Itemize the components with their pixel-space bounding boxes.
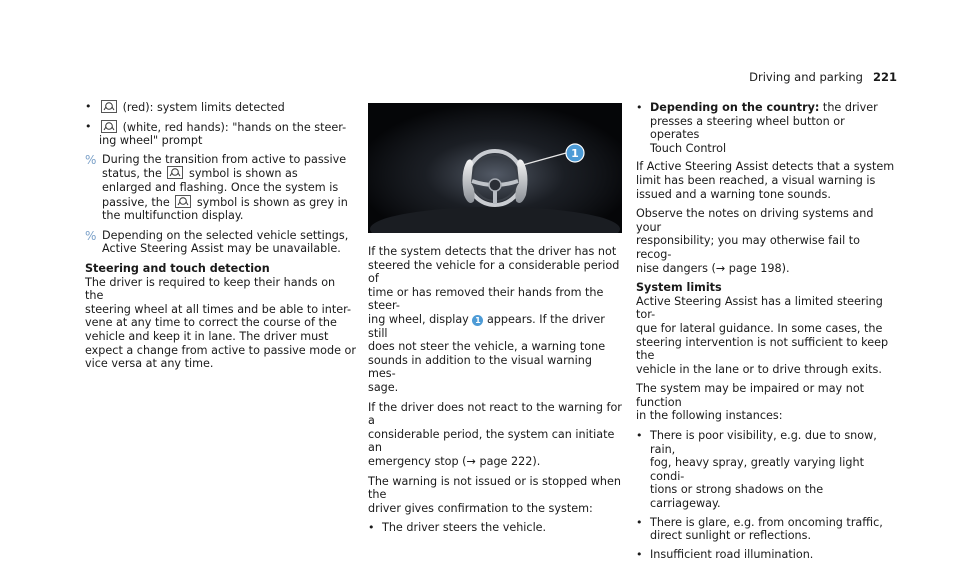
list-item-bold: Depending on the country: xyxy=(650,101,820,114)
column-middle xyxy=(368,245,623,540)
steering-wheel-icon xyxy=(101,100,117,113)
column-left xyxy=(85,100,357,377)
body-line: sounds in addition to the visual warning mes- xyxy=(368,353,592,381)
body-line: If Active Steering Assist detects that a system xyxy=(636,160,895,174)
body-line: appears. If the driver still xyxy=(368,312,605,340)
section-heading: System limits xyxy=(636,281,722,295)
list-item-text: the driver xyxy=(819,101,878,114)
body-line: que for lateral guidance. In some cases, the xyxy=(636,321,883,335)
body-line: does not steer the vehicle, a warning tone xyxy=(368,340,606,354)
list-item-text: There is glare, e.g. from oncoming traffic, xyxy=(650,515,883,529)
body-line: in the following instances: xyxy=(636,409,783,423)
list-item-text: Insufficient road illumination. xyxy=(650,547,814,561)
note xyxy=(85,153,357,223)
column-right xyxy=(636,101,896,566)
body-line: The driver is required to keep their hands on the xyxy=(85,275,336,303)
note-text: the multifunction display. xyxy=(102,209,244,223)
callout-badge: 1 xyxy=(472,315,483,326)
page-number: 221 xyxy=(872,70,897,84)
note-text: passive, the xyxy=(102,195,170,209)
body-paragraph xyxy=(636,207,896,275)
body-paragraph xyxy=(368,245,623,395)
steering-wheel-icon xyxy=(167,166,183,179)
body-line: If the driver does not react to the warning for a xyxy=(368,400,622,428)
body-line: considerable period, the system can initiate an xyxy=(368,427,615,455)
body-line: sage. xyxy=(368,380,399,394)
list-item-text: Touch Control xyxy=(650,141,727,155)
display-illustration xyxy=(368,103,622,233)
list-item xyxy=(636,548,896,562)
page-reference-link[interactable]: emergency stop (→ page 222). xyxy=(368,454,541,468)
list-item xyxy=(636,101,896,155)
note xyxy=(85,229,357,256)
body-paragraph xyxy=(85,276,357,371)
body-line: If the system detects that the driver has not xyxy=(368,245,617,258)
list-item-text: There is poor visibility, e.g. due to snow, rain, xyxy=(650,429,877,456)
body-line: steered the vehicle for a considerable period of xyxy=(368,258,620,286)
list-item-text: presses a steering wheel button or operates xyxy=(650,114,845,142)
list-item-text: direct sunlight or reflections. xyxy=(650,529,812,543)
list-item-text: (white, red hands): "hands on the steer- xyxy=(122,120,347,134)
list-item xyxy=(636,516,896,543)
list-item xyxy=(636,429,896,511)
list-item-text: ing wheel" prompt xyxy=(99,134,203,148)
body-line: Active Steering Assist has a limited steering tor- xyxy=(636,294,883,322)
body-line: The system may be impaired or may not function xyxy=(636,382,865,409)
list-item-text: tions or strong shadows on the carriageway. xyxy=(650,483,824,511)
list-item xyxy=(85,120,357,148)
body-line: time or has removed their hands from the steer- xyxy=(368,285,604,313)
note-text: During the transition from active to passive xyxy=(102,152,347,166)
section-heading: Steering and touch detection xyxy=(85,261,270,275)
info-icon: % xyxy=(85,228,97,243)
note-text: symbol is shown as grey in xyxy=(196,195,348,209)
steering-wheel-icon xyxy=(175,195,191,208)
list-item-text: fog, heavy spray, greatly varying light condi- xyxy=(650,456,864,483)
body-line: vehicle in the lane or to drive through exits. xyxy=(636,362,882,376)
note-text: enlarged and flashing. Once the system is xyxy=(102,180,339,194)
info-icon: % xyxy=(85,152,97,167)
body-line: vehicle and keep it in lane. The driver must xyxy=(85,329,329,343)
page-reference-link[interactable]: nise dangers (→ page 198). xyxy=(636,261,790,275)
note-text: Depending on the selected vehicle settings, xyxy=(102,228,349,242)
list-item-text: (red): system limits detected xyxy=(122,101,285,114)
body-line: steering intervention is not sufficient to keep the xyxy=(636,335,889,363)
note-text: status, the xyxy=(102,167,162,181)
list-item-text: The driver steers the vehicle. xyxy=(382,521,547,535)
page-header xyxy=(749,71,897,85)
section-title: Driving and parking xyxy=(749,70,863,84)
body-line: responsibility; you may otherwise fail to recog- xyxy=(636,234,860,261)
body-line: driver gives confirmation to the system: xyxy=(368,501,593,515)
body-paragraph xyxy=(368,401,623,469)
body-line: vene at any time to correct the course of the xyxy=(85,316,337,330)
body-line: The warning is not issued or is stopped when the xyxy=(368,474,621,502)
body-paragraph xyxy=(636,160,896,201)
note-text: Active Steering Assist may be unavailable. xyxy=(102,242,341,256)
body-paragraph xyxy=(368,475,623,516)
body-line: vice versa at any time. xyxy=(85,357,214,371)
body-line: Observe the notes on driving systems and your xyxy=(636,207,874,234)
body-line: expect a change from active to passive mode or xyxy=(85,343,356,357)
body-line: issued and a warning tone sounds. xyxy=(636,187,831,201)
steering-wheel-icon xyxy=(101,120,117,133)
callout-number: 1 xyxy=(571,147,579,160)
note-text: symbol is shown as xyxy=(188,167,298,181)
body-paragraph xyxy=(636,382,896,423)
list-item xyxy=(85,100,357,115)
body-line: steering wheel at all times and be able to inter- xyxy=(85,302,352,316)
body-line: ing wheel, display xyxy=(368,312,469,326)
body-line: limit has been reached, a visual warning is xyxy=(636,173,876,187)
body-paragraph xyxy=(636,295,896,377)
